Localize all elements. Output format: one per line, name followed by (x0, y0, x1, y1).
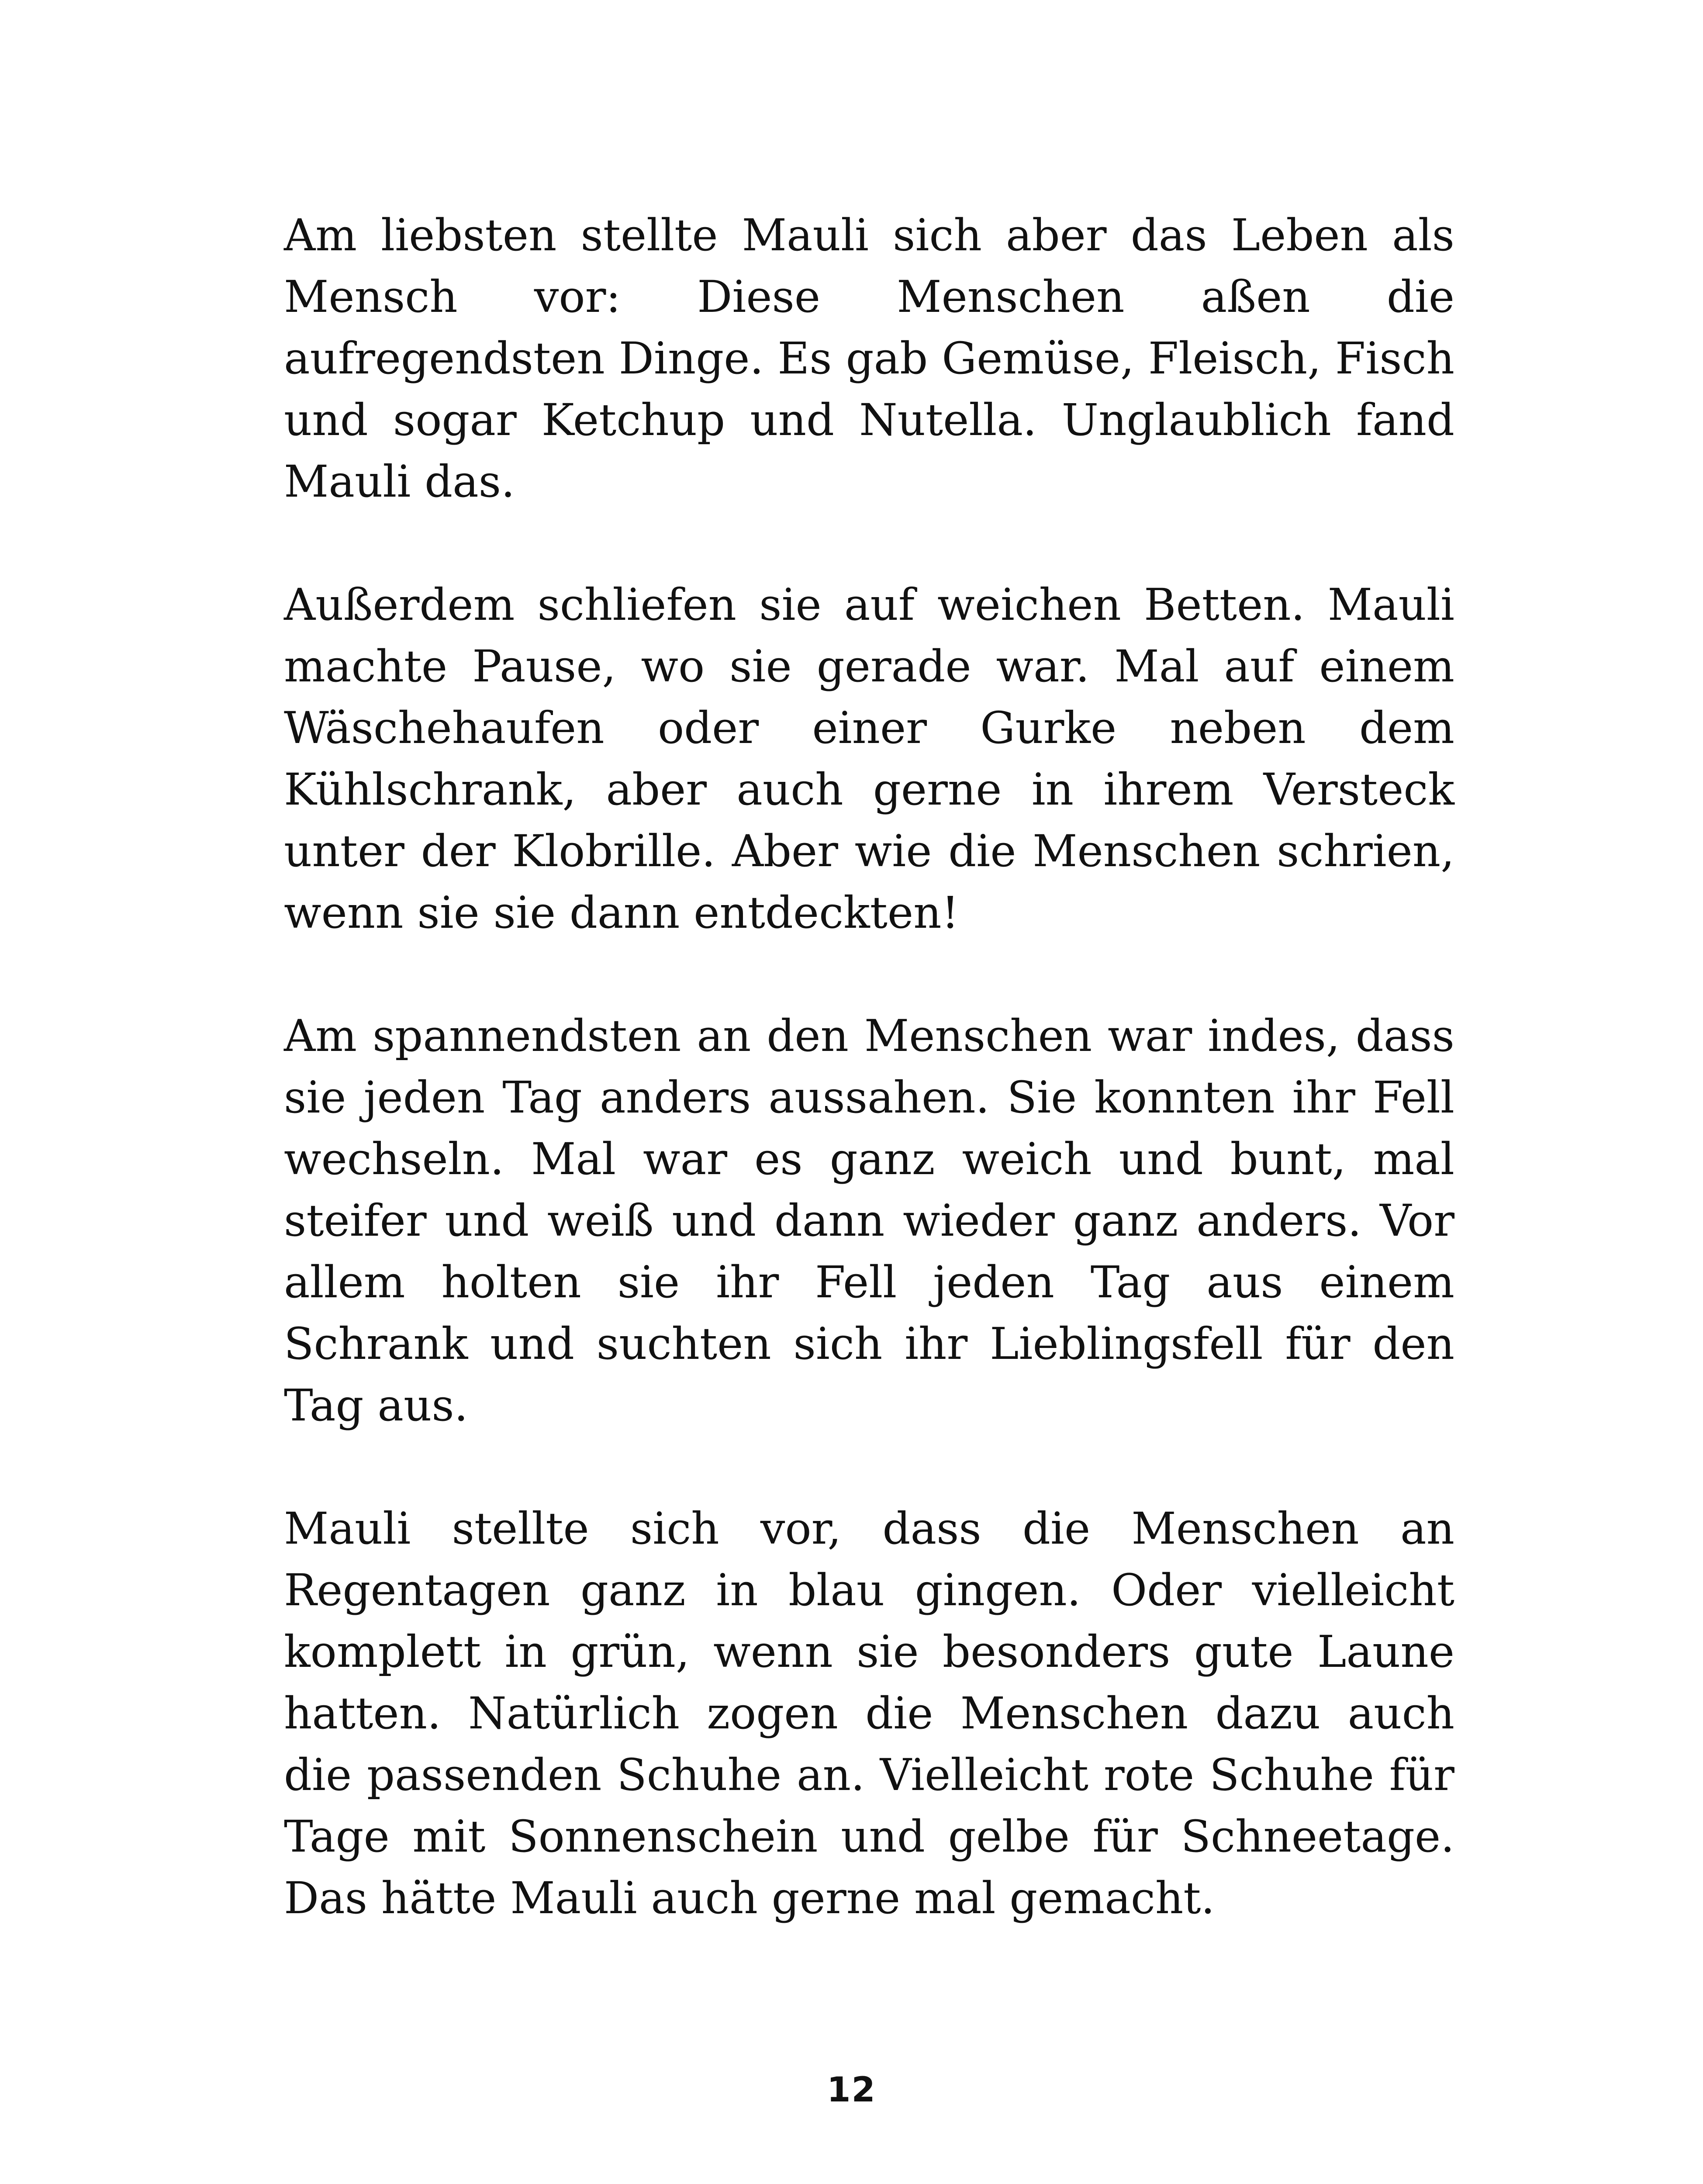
paragraph-2: Außerdem schliefen sie auf weichen Betten. Mauli machte Pause, wo sie gerade war. Mal auf einem Wäschehaufen oder einer Gurke neben dem Kühlschrank, aber auch gerne in ihrem Versteck unter der Klobrille. Aber wie die Menschen schrien, wenn sie sie dann entdeckten! (284, 579, 1454, 938)
body-text (284, 204, 1454, 1929)
paragraph-3: Am spannendsten an den Menschen war indes, dass sie jeden Tag anders aussahen. Sie konnten ihr Fell wechseln. Mal war es ganz weich und bunt, mal steifer und weiß und dann wieder ganz anders. Vor allem holten sie ihr Fell jeden Tag aus einem Schrank und suchten sich ihr Lieblingsfell für den Tag aus. (284, 1010, 1454, 1431)
paragraph-4: Mauli stellte sich vor, dass die Menschen an Regentagen ganz in blau gingen. Oder vielleicht komplett in grün, wenn sie besonders gute Laune hatten. Natürlich zogen die Menschen dazu auch die passenden Schuhe an. Vielleicht rote Schuhe für Tage mit Sonnenschein und gelbe für Schneetage. Das hätte Mauli auch gerne mal gemacht. (284, 1503, 1454, 1924)
page-number: 12 (827, 2070, 876, 2110)
paragraph-1: Am liebsten stellte Mauli sich aber das Leben als Mensch vor: Diese Menschen aßen die aufregendsten Dinge. Es gab Gemüse, Fleisch, Fisch und sogar Ketchup und Nutella. Unglaublich fand Mauli das. (284, 210, 1454, 507)
